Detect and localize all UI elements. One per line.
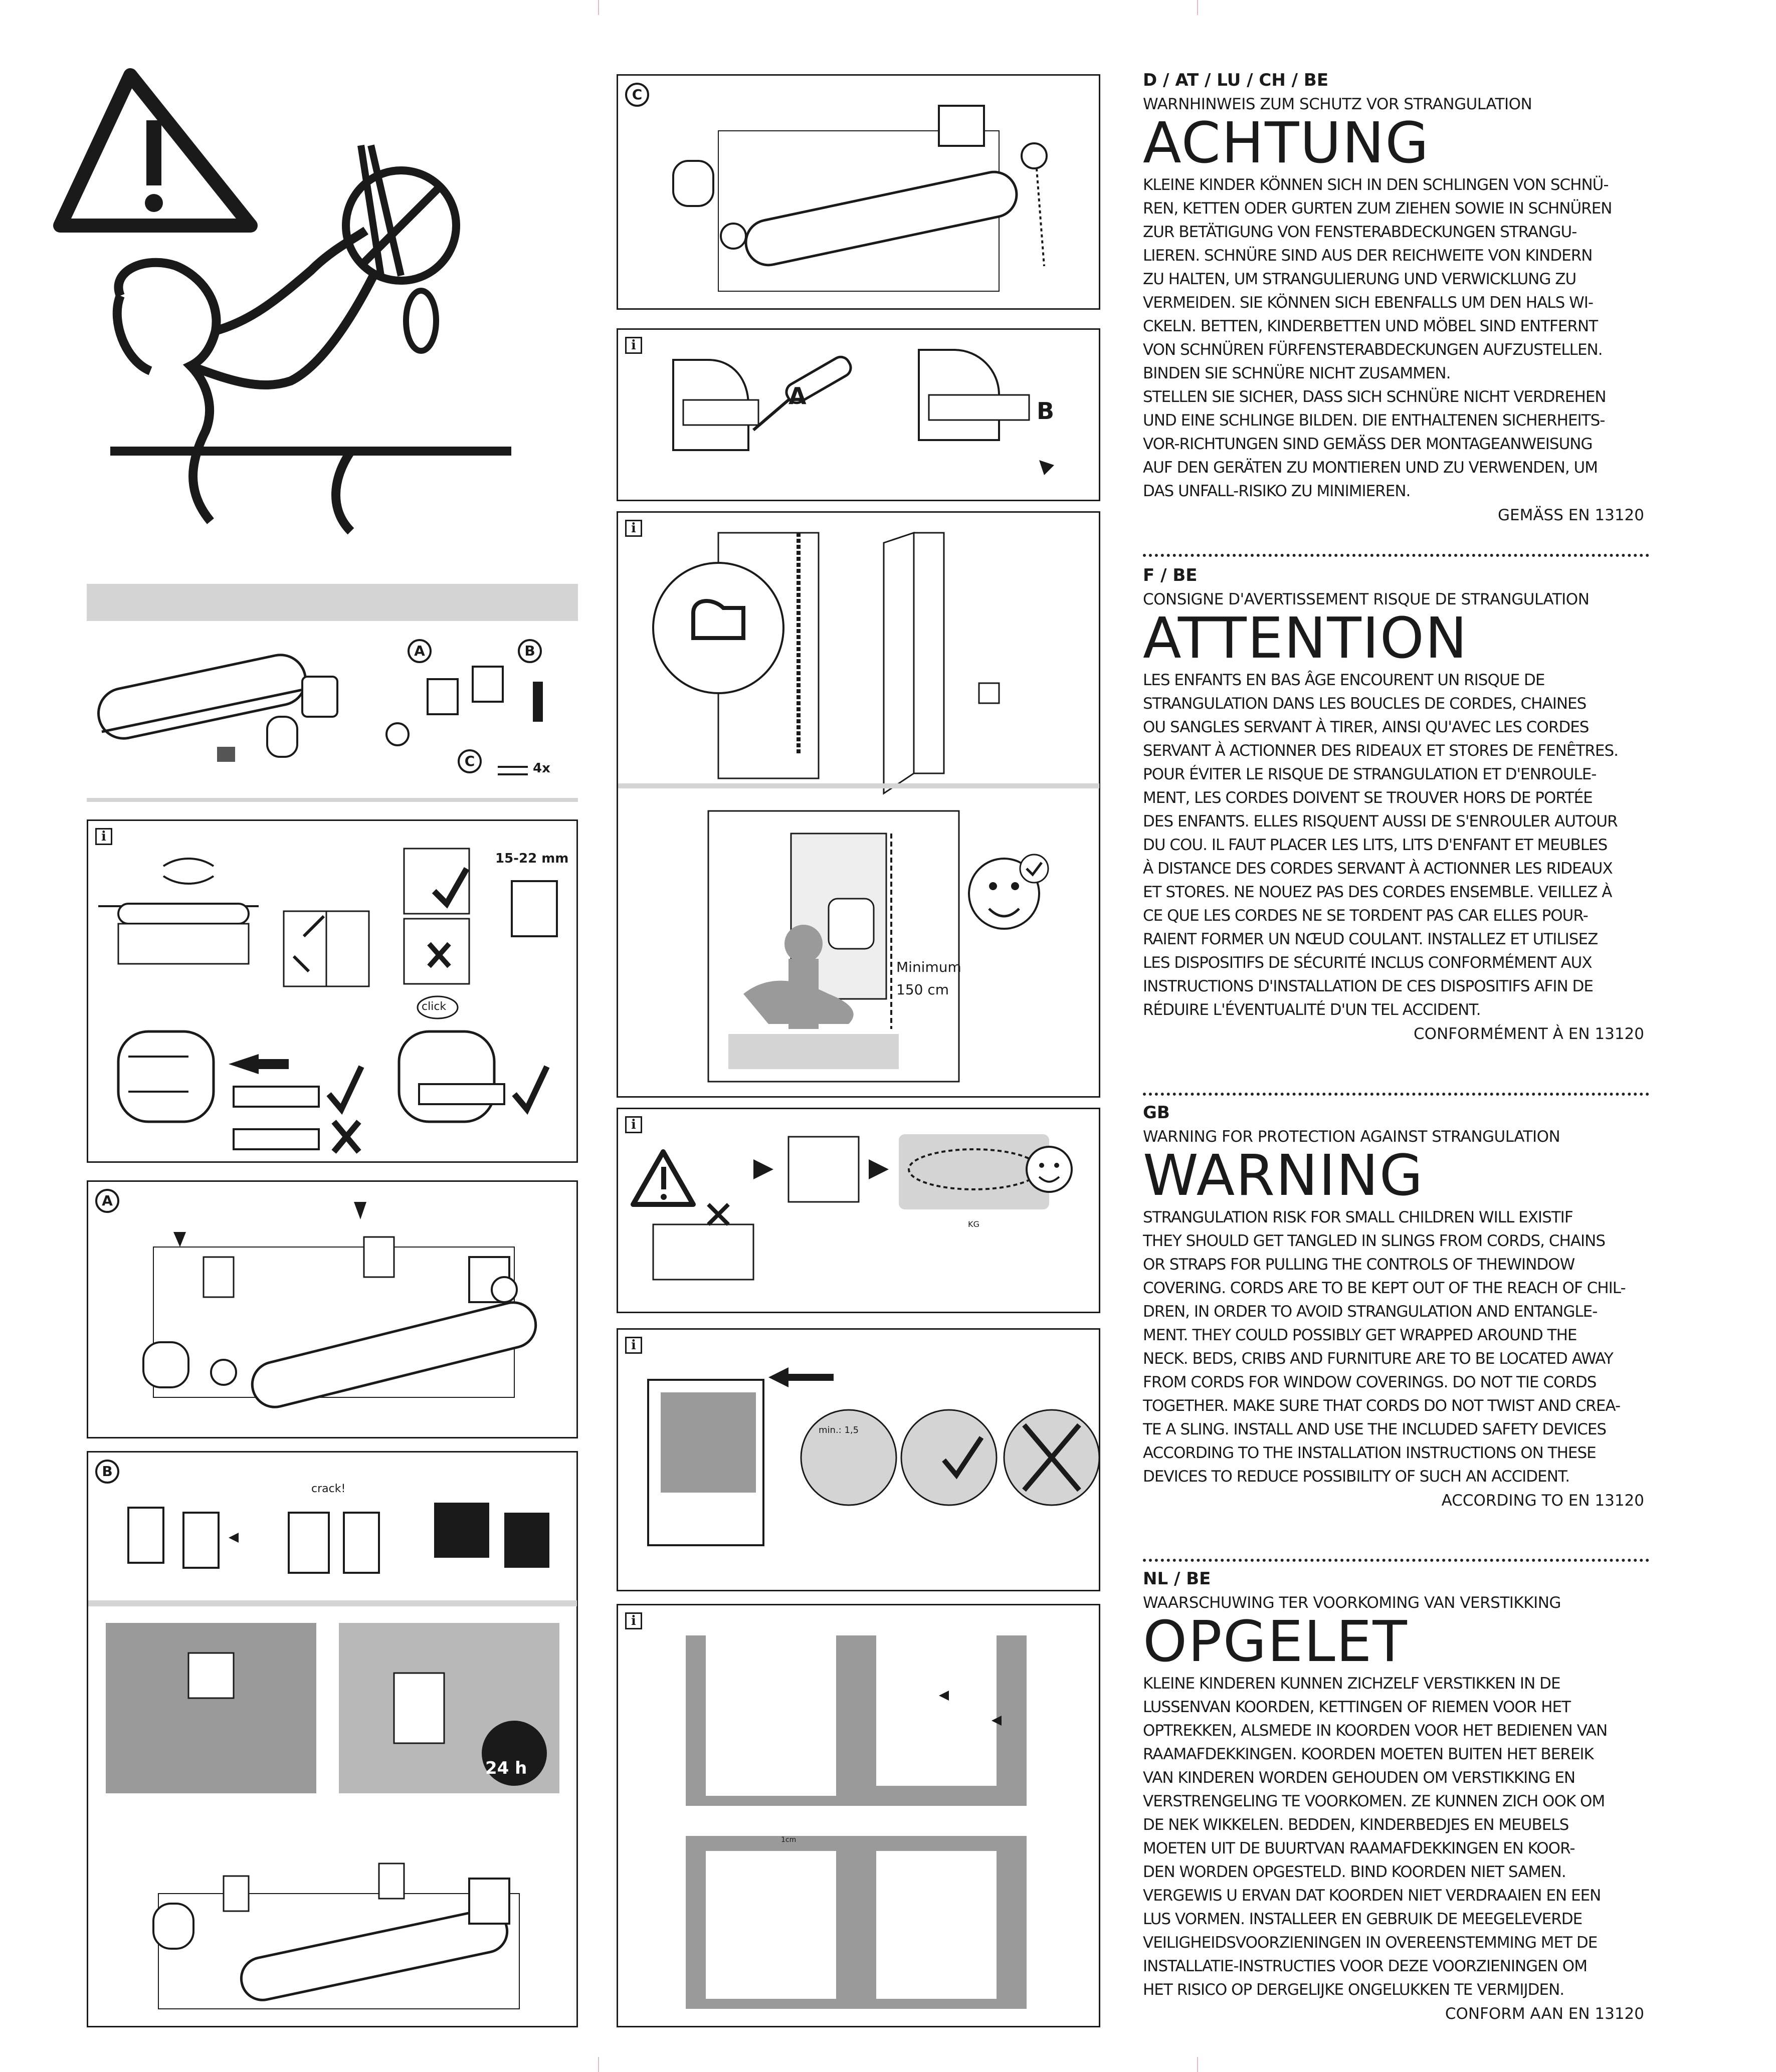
fabric-trim-icon: [618, 1605, 1099, 2026]
tool-label-b: B: [1037, 397, 1055, 425]
region-code: GB: [1143, 1103, 1170, 1123]
label-b: B: [524, 643, 535, 659]
step-a-label: A: [102, 1192, 113, 1209]
cord-breakaway-icon: [618, 1109, 1099, 1312]
crop-mark: [598, 2057, 599, 2072]
mounting-step-b-icon: [88, 1453, 577, 2026]
roller-blind-parts-icon: [87, 632, 578, 797]
warning-subtitle: CONSIGNE D'AVERTISSEMENT RISQUE DE STRANGULATION: [1143, 590, 1590, 608]
warning-triangle-icon: [50, 60, 531, 551]
warning-heading: ATTENTION: [1143, 606, 1468, 671]
mounting-step-a-icon: [88, 1182, 577, 1437]
height-label: 150 cm: [896, 981, 949, 998]
step-panel-a: [87, 1180, 578, 1438]
parts-overview: [87, 632, 578, 797]
label-b-badge: [518, 639, 542, 663]
section-divider: [1143, 554, 1649, 557]
region-code: NL / BE: [1143, 1569, 1211, 1589]
warning-body: STRANGULATION RISK FOR SMALL CHILDREN WILL EXISTIF THEY SHOULD GET TANGLED IN SLINGS FROM CORDS, CHAINS OR STRAPS FOR PULLING THE CONTROLS OF THEWINDOW COVERING. CORDS ARE TO BE KEPT OUT OF THE REACH OF CHIL- DREN, IN ORDER TO AVOID STRANGULATION AND ENTANGLE- MENT. THEY COULD POSSIBLY GET WRAPPED AROUND THE NECK. BEDS, CRIBS AND FURNITURE ARE TO BE LOCATED AWAY FROM CORDS FOR WINDOW COVERINGS. DO NOT TIE CORDS TOGETHER. MAKE SURE THAT CORDS DO NOT TWIST AND CREA- TE A SLING. INSTALL AND USE THE INCLUDED SAFETY DEVICES ACCORDING TO THE INSTALLATION INSTRUCTIONS ON THESE DEVICES TO REDUCE POSSIBILITY OF SUCH AN ACCIDENT.: [1143, 1208, 1626, 1486]
info-icon: i: [625, 1612, 642, 1629]
warning-subtitle: WARNHINWEIS ZUM SCHUTZ VOR STRANGULATION: [1143, 95, 1532, 113]
norm-reference: GEMÄSS EN 13120: [1497, 506, 1644, 524]
step-panel-c: [617, 74, 1100, 310]
region-code: F / BE: [1143, 565, 1198, 585]
info-panel-bracket-check: [87, 819, 578, 1163]
warning-section-nl: [1143, 1569, 1654, 2023]
info-panel-cord-warning: [617, 1108, 1100, 1313]
crop-mark: [1197, 0, 1198, 15]
step-b-label: B: [102, 1463, 113, 1480]
quantity-label: 4x: [533, 761, 550, 776]
crack-label: crack!: [311, 1483, 346, 1495]
warning-heading: WARNING: [1143, 1143, 1424, 1208]
label-a: A: [414, 643, 425, 659]
crop-mark: [598, 0, 599, 15]
click-label: click: [422, 1000, 447, 1013]
warning-body: LES ENFANTS EN BAS ÂGE ENCOURENT UN RISQUE DE STRANGULATION DANS LES BOUCLES DE CORDES, CHAINES OU SANGLES SERVANT À TIRER, AINSI QU'AVEC LES CORDES SERVANT À ACTIONNER DES RIDEAUX ET STORES DE FENÊTRES. POUR ÉVITER LE RISQUE DE STRANGULATION ET D'ENROULE- MENT, LES CORDES DOIVENT SE TROUVER HORS DE PORTÉE DES ENFANTS. ELLES RISQUENT AUSSI DE S'ENROULER AUTOUR DU COU. IL FAUT PLACER LES LITS, LITS D'ENFANT ET MEUBLES À DISTANCE DES CORDES SERVANT À ACTIONNER LES RIDEAUX ET STORES. NE NOUEZ PAS DES CORDES ENSEMBLE. VEILLEZ À CE QUE LES CORDES NE SE TORDENT PAS CAR ELLES POUR- RAIENT FORMER UN NŒUD COULANT. INSTALLEZ ET UTILISEZ LES DISPOSITIFS DE SÉCURITÉ INCLUS CONFORMÉMENT AUX INSTRUCTIONS D'INSTALLATION DE CES DISPOSITIFS AFIN DE RÉDUIRE L'ÉVENTUALITÉ D'UN TEL ACCIDENT.: [1143, 671, 1618, 1019]
info-icon: i: [625, 520, 642, 537]
info-icon: i: [625, 1116, 642, 1133]
info-panel-safety-height: [617, 511, 1100, 1098]
chain-safety-clip-icon: [618, 513, 1099, 1097]
warning-subtitle: WAARSCHUWING TER VOORKOMING VAN VERSTIKKING: [1143, 1594, 1561, 1612]
strangulation-warning-illustration: [50, 60, 531, 551]
size-1cm-label: 1cm: [781, 1836, 797, 1844]
info-panel-fabric-trim: [617, 1604, 1100, 2027]
bracket-orientation-icon: [88, 821, 577, 1162]
min-ratio-label: min.: 1,5: [819, 1425, 859, 1435]
range-label: 15-22 mm: [495, 851, 569, 866]
section-divider: [1143, 1093, 1649, 1096]
norm-reference: CONFORMÉMENT À EN 13120: [1414, 1025, 1644, 1043]
kg-label: KG: [968, 1219, 979, 1229]
info-icon: i: [625, 1337, 642, 1354]
warning-heading: ACHTUNG: [1143, 111, 1430, 176]
divider: [87, 798, 578, 802]
screwdriver-release-icon: [618, 330, 1099, 500]
label-a-badge: [408, 639, 432, 663]
info-panel-roll-direction: [617, 1328, 1100, 1591]
region-code: D / AT / LU / CH / BE: [1143, 70, 1329, 90]
mounting-step-c-icon: [618, 76, 1099, 309]
norm-reference: CONFORM AAN EN 13120: [1445, 2005, 1644, 2023]
section-header-bar: [87, 584, 578, 621]
info-icon: i: [625, 337, 642, 354]
minimum-label: Minimum: [896, 959, 961, 975]
warning-body: KLEINE KINDEREN KUNNEN ZICHZELF VERSTIKKEN IN DE LUSSENVAN KOORDEN, KETTINGEN OF RIEMEN VOOR HET OPTREKKEN, ALSMEDE IN KOORDEN VOOR HET BEDIENEN VAN RAAMAFDEKKINGEN. KOORDEN MOETEN BUITEN HET BEREIK VAN KINDEREN WORDEN GEHOUDEN OM VERSTIKKING EN VERSTRENGELING TE VOORKOMEN. ZE KUNNEN ZICH OOK OM DE NEK WIKKELEN. BEDDEN, KINDERBEDJES EN MEUBELS MOETEN UIT DE BUURTVAN RAAMAFDEKKINGEN EN KOOR- DEN WORDEN OPGESTELD. BIND KOORDEN NIET SAMEN. VERGEWIS U ERVAN DAT KOORDEN NIET VERDRAAIEN EN EEN LUS VORMEN. INSTALLEER EN GEBRUIK DE MEEGELEVERDE VEILIGHEIDSVOORZIENINGEN IN OVEREENSTEMMING MET DE INSTALLATIE-INSTRUCTIES VOOR DEZE VOORZIENINGEN OM HET RISICO OP DERGELIJKE ONGELUKKEN TE VERMIJDEN.: [1143, 1675, 1608, 1999]
label-c-badge: [458, 749, 482, 773]
warning-body: KLEINE KINDER KÖNNEN SICH IN DEN SCHLINGEN VON SCHNÜ- REN, KETTEN ODER GURTEN ZUM ZIEHEN SOWIE IN SCHNÜREN ZUR BETÄTIGUNG VON FENSTERABDECKUNGEN STRANGU- LIEREN. SCHNÜRE SIND AUS DER REICHWEITE VON KINDERN ZU HALTEN, UM STRANGULIERUNG UND VERWICKLUNG ZU VERMEIDEN. SIE KÖNNEN SICH EBENFALLS UM DEN HALS WI- CKELN. BETTEN, KINDERBETTEN UND MÖBEL SIND ENTFERNT VON SCHNÜREN FÜRFENSTERABDECKUNGEN AUFZUSTELLEN. BINDEN SIE SCHNÜRE NICHT ZUSAMMEN. STELLEN SIE SICHER, DASS SICH SCHNÜRE NICHT VERDREHEN UND EINE SCHLINGE BILDEN. DIE ENTHALTENEN SICHERHEITS- VOR-RICHTUNGEN SIND GEMÄSS DER MONTAGEANWEISUNG AUF DEN GERÄTEN ZU MONTIEREN UND ZU VERWENDEN, UM DAS UNFALL-RISIKO ZU MINIMIEREN.: [1143, 176, 1612, 500]
step-panel-b: [87, 1451, 578, 2027]
crop-mark: [1197, 2057, 1198, 2072]
warning-section-gb: [1143, 1103, 1654, 1510]
info-panel-tool-release: [617, 328, 1100, 501]
hours-label: 24 h: [485, 1758, 527, 1778]
norm-reference: ACCORDING TO EN 13120: [1441, 1492, 1644, 1510]
info-icon: i: [95, 828, 112, 845]
warning-subtitle: WARNING FOR PROTECTION AGAINST STRANGULATION: [1143, 1128, 1560, 1146]
section-divider: [1143, 1559, 1649, 1562]
roll-direction-icon: [618, 1330, 1099, 1590]
warning-heading: OPGELET: [1143, 1609, 1408, 1675]
tool-label-a: A: [788, 382, 807, 409]
warning-section-de: [1143, 70, 1654, 524]
label-c: C: [464, 753, 475, 769]
step-c-label: C: [632, 86, 643, 103]
warning-section-fr: [1143, 565, 1654, 1043]
